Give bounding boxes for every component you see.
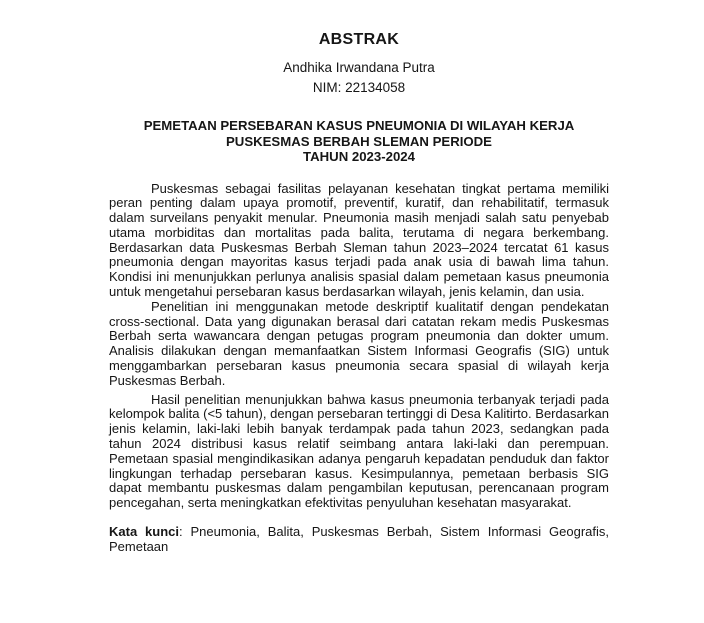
thesis-title-line-2: PUSKESMAS BERBAH SLEMAN PERIODE [226,133,492,149]
keywords-line [109,525,609,555]
thesis-title-line-1: PEMETAAN PERSEBARAN KASUS PNEUMONIA DI WILAYAH KERJA [143,118,575,133]
abstract-heading: ABSTRAK [318,31,400,48]
author-nim: NIM: 22134058 [312,80,406,95]
abstract-content [109,0,609,555]
keywords-label: Kata kunci [109,524,179,540]
abstract-paragraph-results: Hasil penelitian menunjukkan bahwa kasus pneumonia terbanyak terjadi pada kelompok balita (<5 tahun), dengan persebaran tertinggi di Desa Kalitirto. Berdasarkan jenis kelamin, laki-laki lebih banyak terdampak pada tahun 2023, sedangkan pada tahun 2024 distribusi kasus relatif seimbang antara laki-laki dan perempuan. Pemetaan spasial mengindikasikan adanya pengaruh kepadatan penduduk dan faktor lingkungan terhadap persebaran kasus. Kesimpulannya, pemetaan berbasis SIG dapat membantu puskesmas dalam pengambilan keputusan, perencanaan program pencegahan, serta meningkatkan efektivitas penyuluhan kesehatan masyarakat. [109,391,609,511]
abstract-paragraph-method: Penelitian ini menggunakan metode deskriptif kualitatif dengan pendekatan cross-sectional. Data yang digunakan berasal dari catatan rekam medis Puskesmas Berbah serta wawancara dengan petugas program pneumonia dan dokter umum. Analisis dilakukan dengan memanfaatkan Sistem Informasi Geografis (SIG) untuk menggambarkan persebaran kasus pneumonia secara spasial di wilayah kerja Puskesmas Berbah. [109,298,609,388]
abstract-paragraph-background: Puskesmas sebagai fasilitas pelayanan kesehatan tingkat pertama memiliki peran penting dalam upaya promotif, preventif, kuratif, dan rehabilitatif, termasuk dalam surveilans penyakit menular. Pneumonia masih menjadi salah satu penyebab utama morbiditas dan mortalitas pada balita, terutama di negara berkembang. Berdasarkan data Puskesmas Berbah Sleman tahun 2023–2024 tercatat 61 kasus pneumonia dengan mayoritas kasus terjadi pada anak usia di bawah lima tahun. Kondisi ini menunjukkan perlunya analisis spasial dalam pemetaan kasus pneumonia untuk mengetahui persebaran kasus berdasarkan wilayah, jenis kelamin, dan usia. [109,180,609,300]
keywords-value: : Pneumonia, Balita, Puskesmas Berbah, Sistem Informasi Geografis, Pemetaan [109,524,609,554]
author-name: Andhika Irwandana Putra [283,60,435,75]
thesis-title-line-3: TAHUN 2023-2024 [303,149,415,164]
thesis-title [109,118,609,165]
